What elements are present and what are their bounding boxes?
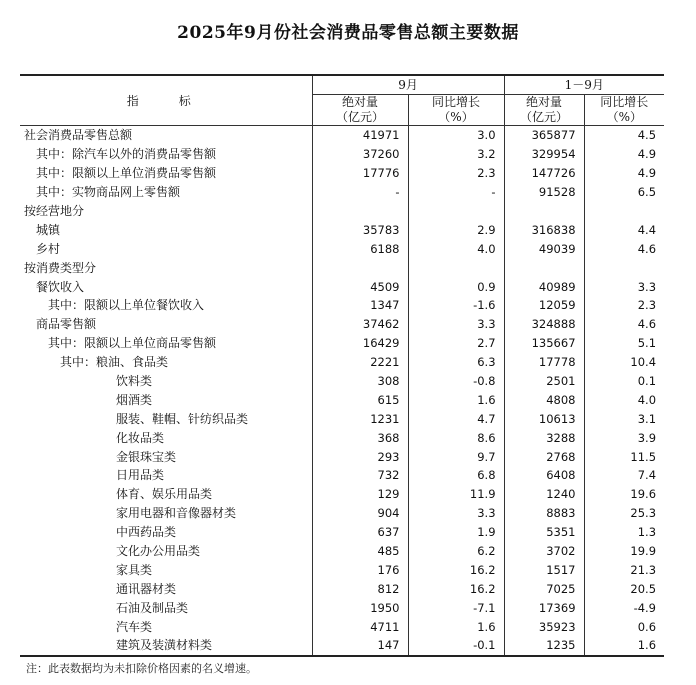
row-label: 餐饮收入: [36, 279, 85, 294]
header-row-period: [20, 75, 664, 95]
row-label: 按消费类型分: [24, 260, 97, 275]
table-body: [20, 126, 664, 656]
row-label: 建筑及装潢材料类: [20, 636, 312, 656]
ytd-abs-value: 5351: [504, 523, 584, 542]
row-label: 家具类: [116, 562, 153, 577]
table-row: [20, 485, 664, 504]
row-label: 其中：除汽车以外的消费品零售额: [36, 147, 217, 162]
month-abs-value: 37462: [312, 315, 408, 334]
table-row: [20, 239, 664, 258]
row-label: 通讯器材类: [116, 581, 177, 596]
ytd-abs-value: 3702: [504, 542, 584, 561]
ytd-yoy-value: 4.9: [584, 164, 664, 183]
table-row: [20, 617, 664, 636]
ytd-yoy-value: 4.6: [584, 315, 664, 334]
month-abs-value: 1950: [312, 598, 408, 617]
month-abs-value: 1231: [312, 409, 408, 428]
row-label: 其中：限额以上单位消费品零售额: [36, 166, 217, 181]
ytd-yoy-value: 4.6: [584, 239, 664, 258]
month-abs-value: 147: [312, 636, 408, 656]
month-abs-header: 绝对量: [312, 95, 408, 111]
ytd-abs-value: [504, 258, 584, 277]
row-label: 饮料类: [116, 374, 153, 389]
month-yoy-value: 6.3: [408, 353, 504, 372]
month-abs-value: 2221: [312, 353, 408, 372]
month-abs-value: 37260: [312, 145, 408, 164]
ytd-yoy-value: 3.1: [584, 409, 664, 428]
footnote: 注：此表数据均为未扣除价格因素的名义增速。: [26, 662, 257, 675]
month-yoy-value: 3.3: [408, 504, 504, 523]
month-abs-value: 615: [312, 390, 408, 409]
month-yoy-value: [408, 202, 504, 221]
ytd-abs-header: 绝对量: [504, 95, 584, 111]
ytd-yoy-unit: （%）: [584, 110, 664, 126]
ytd-abs-value: 49039: [504, 239, 584, 258]
table-row: [20, 202, 664, 221]
month-yoy-value: -0.8: [408, 372, 504, 391]
month-header: 9月: [312, 75, 504, 95]
month-yoy-value: 1.6: [408, 390, 504, 409]
row-label: 城镇: [36, 222, 61, 237]
ytd-yoy-header: 同比增长: [584, 95, 664, 111]
row-label: 中西药品类: [116, 525, 177, 540]
month-yoy-value: 4.0: [408, 239, 504, 258]
month-abs-value: 1347: [312, 296, 408, 315]
table-row: [20, 466, 664, 485]
row-label: 汽车类: [116, 619, 153, 634]
table-row: [20, 296, 664, 315]
month-yoy-value: -: [408, 183, 504, 202]
ytd-yoy-value: 19.6: [584, 485, 664, 504]
table-row: [20, 183, 664, 202]
month-abs-value: 904: [312, 504, 408, 523]
month-yoy-header: 同比增长: [408, 95, 504, 111]
month-yoy-value: 3.2: [408, 145, 504, 164]
ytd-yoy-value: 10.4: [584, 353, 664, 372]
table-row: [20, 315, 664, 334]
ytd-abs-value: 8883: [504, 504, 584, 523]
month-abs-value: 308: [312, 372, 408, 391]
ytd-abs-value: 17778: [504, 353, 584, 372]
month-yoy-value: 1.9: [408, 523, 504, 542]
page-title: 2025年9月份社会消费品零售总额主要数据: [177, 23, 519, 43]
ytd-yoy-value: 1.6: [584, 636, 664, 656]
ytd-abs-value: 1235: [504, 636, 584, 656]
ytd-yoy-value: 3.3: [584, 277, 664, 296]
table-row: [20, 145, 664, 164]
month-yoy-value: [408, 258, 504, 277]
month-yoy-value: 3.0: [408, 126, 504, 145]
table-row: [20, 598, 664, 617]
ytd-abs-value: 1240: [504, 485, 584, 504]
row-label: 商品零售额: [36, 317, 97, 332]
month-yoy-value: 6.8: [408, 466, 504, 485]
row-label: 按经营地分: [24, 204, 85, 218]
month-abs-value: 6188: [312, 239, 408, 258]
row-label: 金银珠宝类: [116, 449, 177, 464]
ytd-yoy-value: 4.0: [584, 390, 664, 409]
month-abs-value: 35783: [312, 220, 408, 239]
table-row: [20, 277, 664, 296]
month-yoy-value: 9.7: [408, 447, 504, 466]
ytd-yoy-value: -4.9: [584, 598, 664, 617]
ytd-abs-value: 365877: [504, 126, 584, 145]
table-row: [20, 126, 664, 145]
table-row: [20, 353, 664, 372]
row-label: 日用品类: [116, 468, 165, 483]
row-label: 其中：限额以上单位餐饮收入: [48, 298, 205, 313]
ytd-yoy-value: 5.1: [584, 334, 664, 353]
month-yoy-value: 8.6: [408, 428, 504, 447]
ytd-abs-value: 6408: [504, 466, 584, 485]
ytd-yoy-value: 6.5: [584, 183, 664, 202]
month-yoy-value: 1.6: [408, 617, 504, 636]
table-row: [20, 636, 664, 656]
ytd-abs-value: 329954: [504, 145, 584, 164]
row-label: 其中：实物商品网上零售额: [36, 185, 181, 200]
table-row: [20, 164, 664, 183]
row-label: 乡村: [36, 241, 61, 256]
row-label: 文化办公用品类: [116, 544, 201, 559]
month-abs-value: 17776: [312, 164, 408, 183]
month-yoy-value: 16.2: [408, 579, 504, 598]
month-abs-value: 812: [312, 579, 408, 598]
table-row: [20, 428, 664, 447]
ytd-yoy-value: 4.4: [584, 220, 664, 239]
month-abs-unit: （亿元）: [312, 110, 408, 126]
month-abs-value: 368: [312, 428, 408, 447]
ytd-abs-value: 40989: [504, 277, 584, 296]
ytd-abs-value: 2768: [504, 447, 584, 466]
ytd-yoy-value: 4.5: [584, 126, 664, 145]
ytd-abs-value: 10613: [504, 409, 584, 428]
table-row: [20, 560, 664, 579]
month-abs-value: 4711: [312, 617, 408, 636]
table-row: [20, 409, 664, 428]
row-label: 石油及制品类: [116, 600, 189, 615]
row-label: 体育、娱乐用品类: [116, 487, 213, 502]
table-row: [20, 523, 664, 542]
month-yoy-value: -1.6: [408, 296, 504, 315]
ytd-abs-value: 7025: [504, 579, 584, 598]
month-abs-value: [312, 202, 408, 221]
ytd-abs-value: 17369: [504, 598, 584, 617]
month-abs-value: 4509: [312, 277, 408, 296]
row-label: 服装、鞋帽、针纺织品类: [116, 411, 249, 426]
ytd-abs-value: 1517: [504, 560, 584, 579]
ytd-abs-value: 316838: [504, 220, 584, 239]
month-abs-value: 732: [312, 466, 408, 485]
month-yoy-value: 6.2: [408, 542, 504, 561]
ytd-yoy-value: 11.5: [584, 447, 664, 466]
month-yoy-value: 3.3: [408, 315, 504, 334]
ytd-abs-value: 4808: [504, 390, 584, 409]
ytd-abs-value: 2501: [504, 372, 584, 391]
ytd-yoy-value: 20.5: [584, 579, 664, 598]
indicator-header: 指 标: [20, 75, 312, 126]
table-row: [20, 542, 664, 561]
ytd-yoy-value: 19.9: [584, 542, 664, 561]
table-row: [20, 447, 664, 466]
month-abs-value: 176: [312, 560, 408, 579]
row-label: 社会消费品零售总额: [24, 128, 133, 143]
ytd-header: 1－9月: [504, 75, 664, 95]
ytd-abs-value: 12059: [504, 296, 584, 315]
table-row: [20, 579, 664, 598]
month-yoy-value: -7.1: [408, 598, 504, 617]
month-yoy-value: 2.7: [408, 334, 504, 353]
ytd-yoy-value: [584, 202, 664, 221]
ytd-abs-value: 135667: [504, 334, 584, 353]
row-label: 烟酒类: [116, 392, 153, 407]
table-row: [20, 504, 664, 523]
month-yoy-value: 16.2: [408, 560, 504, 579]
ytd-yoy-value: 2.3: [584, 296, 664, 315]
month-yoy-value: 2.3: [408, 164, 504, 183]
month-abs-value: 293: [312, 447, 408, 466]
row-label: 家用电器和音像器材类: [116, 506, 237, 521]
ytd-abs-value: 35923: [504, 617, 584, 636]
ytd-abs-value: 91528: [504, 183, 584, 202]
month-abs-value: 16429: [312, 334, 408, 353]
row-label: 其中：限额以上单位商品零售额: [48, 336, 217, 351]
ytd-yoy-value: 3.9: [584, 428, 664, 447]
ytd-abs-value: 147726: [504, 164, 584, 183]
ytd-yoy-value: 21.3: [584, 560, 664, 579]
month-abs-value: 637: [312, 523, 408, 542]
month-abs-value: 41971: [312, 126, 408, 145]
month-abs-value: 129: [312, 485, 408, 504]
month-abs-value: -: [312, 183, 408, 202]
month-yoy-unit: （%）: [408, 110, 504, 126]
ytd-abs-value: 324888: [504, 315, 584, 334]
ytd-yoy-value: [584, 258, 664, 277]
ytd-abs-value: 3288: [504, 428, 584, 447]
ytd-abs-value: [504, 202, 584, 221]
month-yoy-value: 2.9: [408, 220, 504, 239]
table-row: [20, 258, 664, 277]
ytd-abs-unit: （亿元）: [504, 110, 584, 126]
table-row: [20, 334, 664, 353]
retail-sales-table: [20, 74, 664, 657]
table-row: [20, 220, 664, 239]
ytd-yoy-value: 1.3: [584, 523, 664, 542]
month-yoy-value: 11.9: [408, 485, 504, 504]
month-yoy-value: 0.9: [408, 277, 504, 296]
table-row: [20, 390, 664, 409]
ytd-yoy-value: 0.6: [584, 617, 664, 636]
ytd-yoy-value: 4.9: [584, 145, 664, 164]
table-row: [20, 372, 664, 391]
month-abs-value: [312, 258, 408, 277]
ytd-yoy-value: 0.1: [584, 372, 664, 391]
row-label: 其中：粮油、食品类: [60, 355, 169, 370]
row-label: 化妆品类: [116, 430, 165, 445]
month-yoy-value: 4.7: [408, 409, 504, 428]
month-abs-value: 485: [312, 542, 408, 561]
ytd-yoy-value: 25.3: [584, 504, 664, 523]
month-yoy-value: -0.1: [408, 636, 504, 656]
ytd-yoy-value: 7.4: [584, 466, 664, 485]
